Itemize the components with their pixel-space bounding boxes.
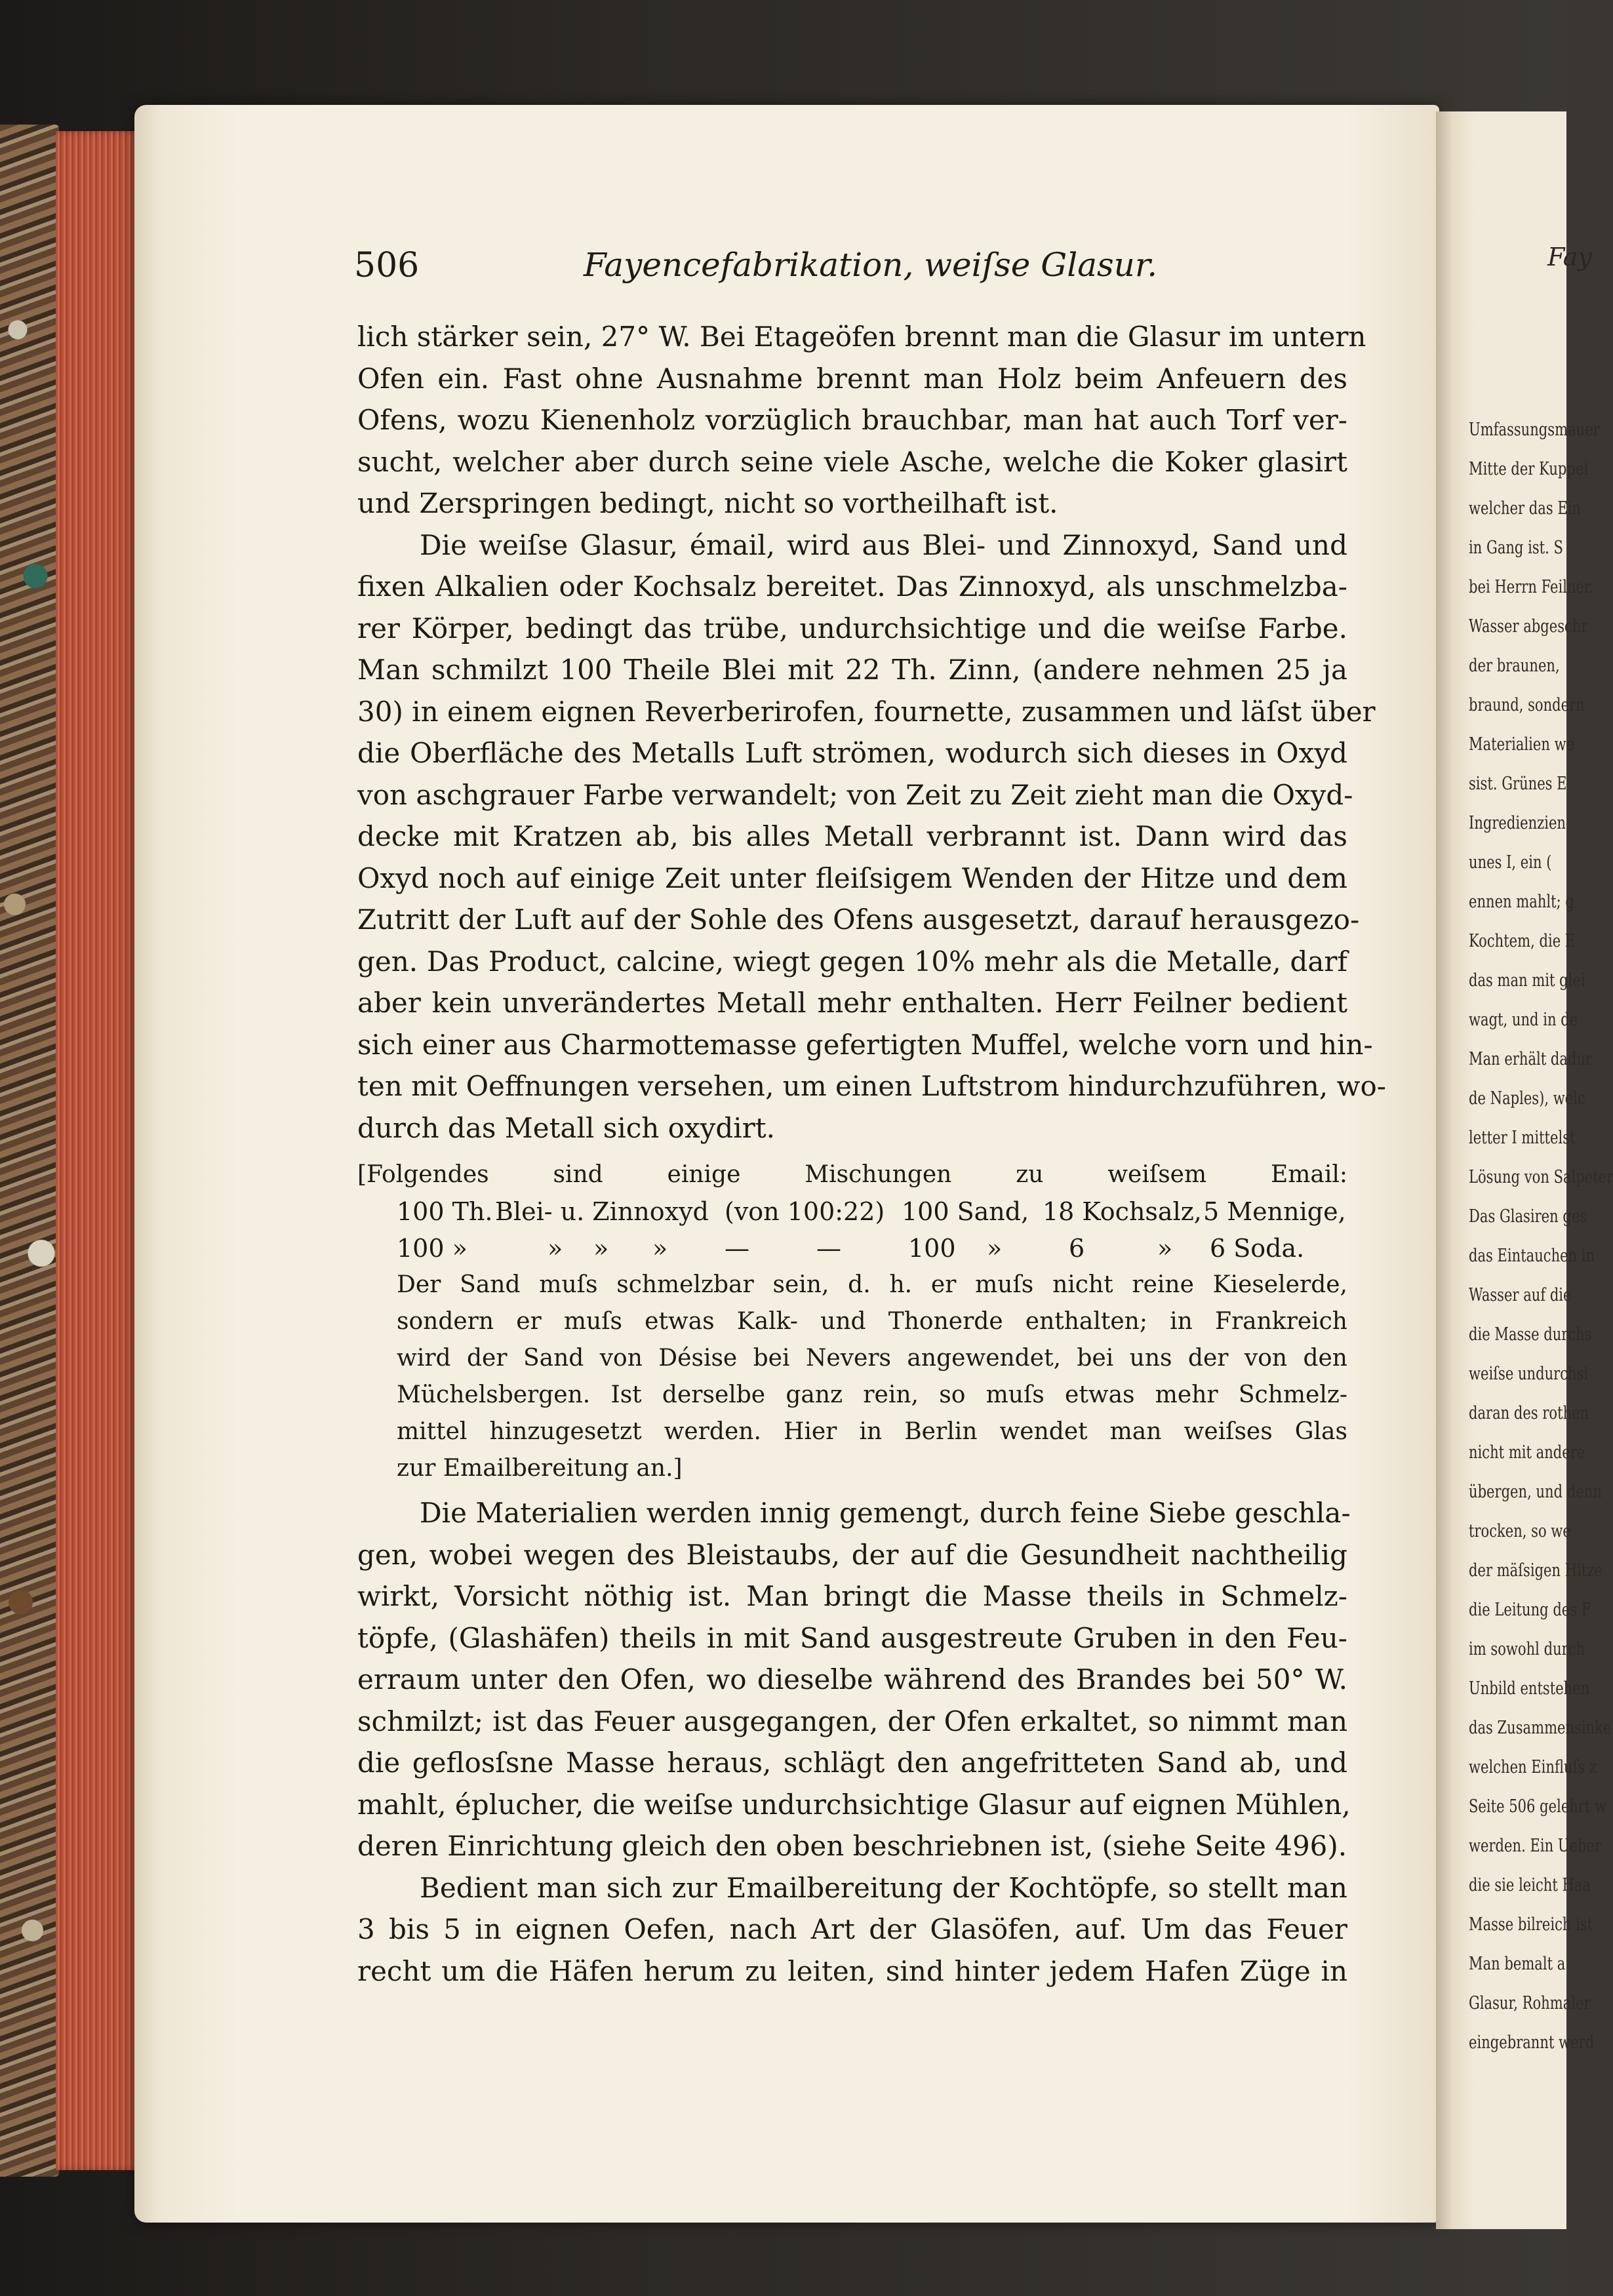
facing-page-line: die sie leicht Haa	[1469, 1875, 1591, 1895]
text-line: Bedient man sich zur Emailbereitung der Kochtöpfe, so stellt man	[420, 1871, 1347, 1904]
text-line: Ofen ein. Fast ohne Ausnahme brennt man Holz beim Anfeuern des	[357, 362, 1347, 395]
text-line: wirkt, Vorsicht nöthig ist. Man bringt die Masse theils in Schmelz-	[357, 1580, 1347, 1612]
text-line: gen, wobei wegen des Bleistaubs, der auf die Gesundheit nachtheilig	[357, 1538, 1347, 1571]
cell: Blei- u. Zinnoxyd	[495, 1197, 709, 1226]
cell: 100 Th.	[397, 1197, 493, 1226]
paragraph-3	[357, 1492, 1351, 1867]
note-intro: [Folgendes sind einige Mischungen zu weiſsem Email:	[357, 1161, 1347, 1188]
facing-page-line: Man bemalt a	[1469, 1954, 1566, 1974]
facing-page-line: Kochtem, die E	[1469, 931, 1576, 951]
facing-page-line: welcher das Ein	[1469, 498, 1582, 519]
text-line: gen. Das Product, calcine, wiegt gegen 10% mehr als die Metalle, darf	[357, 945, 1347, 978]
cell: »	[652, 1234, 668, 1263]
facing-page-line: trocken, so we	[1469, 1521, 1571, 1541]
facing-page-line: de Naples), welc	[1469, 1088, 1585, 1109]
facing-page-line: Das Glasiren ges	[1469, 1206, 1587, 1227]
cell: (von 100:22)	[725, 1197, 885, 1226]
facing-page-line: übergen, und denn	[1469, 1482, 1602, 1502]
text-line: wird der Sand von Désise bei Nevers angewendet, bei uns der von den	[397, 1345, 1347, 1372]
text-line: recht um die Häfen herum zu leiten, sind hinter jedem Hafen Züge in	[357, 1954, 1347, 1987]
text-line: Ofens, wozu Kienenholz vorzüglich brauchbar, man hat auch Torf ver-	[357, 404, 1347, 436]
cell: »	[548, 1234, 563, 1263]
paragraph-1	[357, 316, 1366, 525]
facing-page-line: Unbild entstehen	[1469, 1678, 1590, 1699]
text-line: fixen Alkalien oder Kochsalz bereitet. Das Zinnoxyd, als unschmelzba-	[357, 570, 1347, 603]
text-line: Die Materialien werden innig gemengt, durch feine Siebe geschla-	[420, 1497, 1351, 1529]
text-line: decke mit Kratzen ab, bis alles Metall verbrannt ist. Dann wird das	[357, 820, 1347, 852]
page-header	[354, 246, 1443, 292]
facing-page-line: nicht mit andere	[1469, 1442, 1585, 1463]
facing-page-line: Ingredienzien	[1469, 813, 1566, 833]
text-line: töpfe, (Glashäfen) theils in mit Sand ausgestreute Gruben in den Feu-	[357, 1621, 1347, 1654]
facing-page-line: das Eintauchen in	[1469, 1246, 1595, 1266]
facing-page-line: Mitte der Kuppel	[1469, 459, 1589, 479]
text-line: 3 bis 5 in eignen Oefen, nach Art der Glasöfen, auf. Um das Feuer	[357, 1913, 1347, 1945]
facing-page-line: das man mit glei	[1469, 970, 1585, 991]
paragraph-2	[357, 525, 1386, 1149]
running-head: Fayencefabrikation, weiſse Glasur.	[584, 246, 1158, 284]
mixture-row-2	[357, 1230, 1347, 1267]
text-line: Müchelsbergen. Ist derselbe ganz rein, so muſs etwas mehr Schmelz-	[397, 1381, 1347, 1408]
cell: 6	[1069, 1234, 1085, 1263]
cell: »	[593, 1234, 609, 1263]
cell: —	[725, 1234, 749, 1263]
cell: 100	[908, 1234, 956, 1263]
facing-page-line: bei Herrn Feilner.	[1469, 577, 1594, 597]
marbled-cover	[0, 125, 59, 2177]
facing-page-line: das Zusammensinke	[1469, 1718, 1612, 1738]
text-line: erraum unter den Ofen, wo dieselbe während des Brandes bei 50° W.	[357, 1663, 1347, 1695]
facing-page-line: Lösung von Salpeter	[1469, 1167, 1613, 1187]
facing-page-line: Wasser auf die	[1469, 1285, 1572, 1305]
facing-page-line: Seite 506 gelehrt w	[1469, 1796, 1607, 1817]
cell: 5 Mennige,	[1203, 1197, 1346, 1226]
facing-page-line: die Leitung des F	[1469, 1600, 1591, 1620]
text-line: sondern er muſs etwas Kalk- und Thonerde enthalten; in Frankreich	[397, 1308, 1347, 1335]
facing-page-line: der braunen,	[1469, 656, 1560, 676]
text-line: zur Emailbereitung an.]	[397, 1455, 683, 1482]
text-line: schmilzt; ist das Feuer ausgegangen, der Ofen erkaltet, so nimmt man	[357, 1705, 1347, 1737]
cell: 6 Soda.	[1210, 1234, 1305, 1263]
cell: 100 Sand,	[902, 1197, 1029, 1226]
facing-page	[1436, 111, 1613, 2229]
facing-page-line: unes I, ein (	[1469, 852, 1552, 873]
text-line: aber kein unverändertes Metall mehr enthalten. Herr Feilner bedient	[357, 987, 1347, 1019]
text-line: von aschgrauer Farbe verwandelt; von Zeit zu Zeit zieht man die Oxyd-	[357, 778, 1353, 811]
cell: »	[1157, 1234, 1173, 1263]
facing-page-line: Wasser abgeschr	[1469, 616, 1588, 637]
text-line: Oxyd noch auf einige Zeit unter fleiſsigem Wenden der Hitze und dem	[357, 861, 1347, 894]
cell: —	[816, 1234, 841, 1263]
text-line: durch das Metall sich oxydirt.	[357, 1111, 775, 1144]
paragraph-4	[357, 1867, 1347, 1992]
text-line: lich stärker sein, 27° W. Bei Etageöfen brennt man die Glasur im untern	[357, 321, 1366, 353]
text-line: sucht, welcher aber durch seine viele Asche, welche die Koker glasirt	[357, 445, 1347, 478]
facing-page-line: Glasur, Rohmaler	[1469, 1993, 1591, 2013]
facing-page-line: braund, sondern	[1469, 695, 1585, 715]
text-line: die Oberfläche des Metalls Luft strömen, wodurch sich dieses in Oxyd	[357, 737, 1347, 769]
facing-page-line: eingebrannt werd	[1469, 2032, 1595, 2053]
facing-page-head: Fay	[1547, 243, 1592, 271]
facing-page-line: weiſse undurchsi	[1469, 1364, 1589, 1384]
facing-page-line: ennen mahlt; g	[1469, 892, 1574, 912]
footnote	[357, 1267, 1347, 1487]
facing-page-line: Umfassungsmauer	[1469, 420, 1600, 440]
cell: »	[987, 1234, 1003, 1263]
text-line: sich einer aus Charmottemasse gefertigten Muffel, welche vorn und hin-	[357, 1028, 1373, 1061]
page-edges	[56, 131, 141, 2170]
text-line: Der Sand muſs schmelzbar sein, d. h. er muſs nicht reine Kieselerde,	[397, 1271, 1347, 1298]
facing-page-line: welchen Einfluſs z	[1469, 1757, 1597, 1777]
text-line: 30) in einem eignen Reverberirofen, fournette, zusammen und läſst über	[357, 695, 1376, 728]
cell: 18 Kochsalz,	[1043, 1197, 1202, 1226]
facing-page-line: Materialien we	[1469, 734, 1575, 755]
text-line: mittel hinzugesetzt werden. Hier in Berlin wendet man weiſses Glas	[397, 1418, 1347, 1445]
facing-page-line: Masse bilreich ist	[1469, 1914, 1593, 1935]
facing-page-line: letter I mittelst	[1469, 1128, 1576, 1148]
facing-page-line: in Gang ist. S	[1469, 538, 1563, 558]
page-number: 506	[354, 246, 420, 285]
facing-page-line: die Masse durchs	[1469, 1324, 1592, 1345]
facing-page-line: daran des rothen	[1469, 1403, 1589, 1423]
text-line: ten mit Oeffnungen versehen, um einen Luftstrom hindurchzuführen, wo-	[357, 1070, 1386, 1102]
facing-page-line: der mäſsigen Hitze	[1469, 1560, 1603, 1581]
text-line: Die weiſse Glasur, émail, wird aus Blei- und Zinnoxyd, Sand und	[420, 528, 1347, 561]
text-line: Man schmilzt 100 Theile Blei mit 22 Th. Zinn, (andere nehmen 25 ja	[357, 654, 1347, 686]
text-line: rer Körper, bedingt das trübe, undurchsichtige und die weiſse Farbe.	[357, 612, 1347, 644]
facing-page-line: wagt, und in de	[1469, 1010, 1578, 1030]
facing-page-line: im sowohl durch	[1469, 1639, 1585, 1659]
facing-page-line: Man erhält dadur	[1469, 1049, 1593, 1069]
text-line: Zutritt der Luft auf der Sohle des Ofens ausgesetzt, darauf herausgezo-	[357, 903, 1360, 936]
text-line: deren Einrichtung gleich den oben beschriebnen ist, (siehe Seite 496).	[357, 1830, 1347, 1862]
facing-page-line: werden. Ein Ueber	[1469, 1836, 1602, 1856]
body-text	[357, 316, 1386, 1992]
text-line: mahlt, éplucher, die weiſse undurchsichtige Glasur auf eignen Mühlen,	[357, 1788, 1351, 1821]
facing-page-line: sist. Grünes E	[1469, 774, 1567, 794]
cell: 100 »	[397, 1234, 468, 1263]
mixture-row-1	[357, 1193, 1347, 1230]
text-line: die geflosſsne Masse heraus, schlägt den angefritteten Sand ab, und	[357, 1747, 1347, 1779]
text-line: und Zerspringen bedingt, nicht so vortheilhaft ist.	[357, 487, 1058, 519]
